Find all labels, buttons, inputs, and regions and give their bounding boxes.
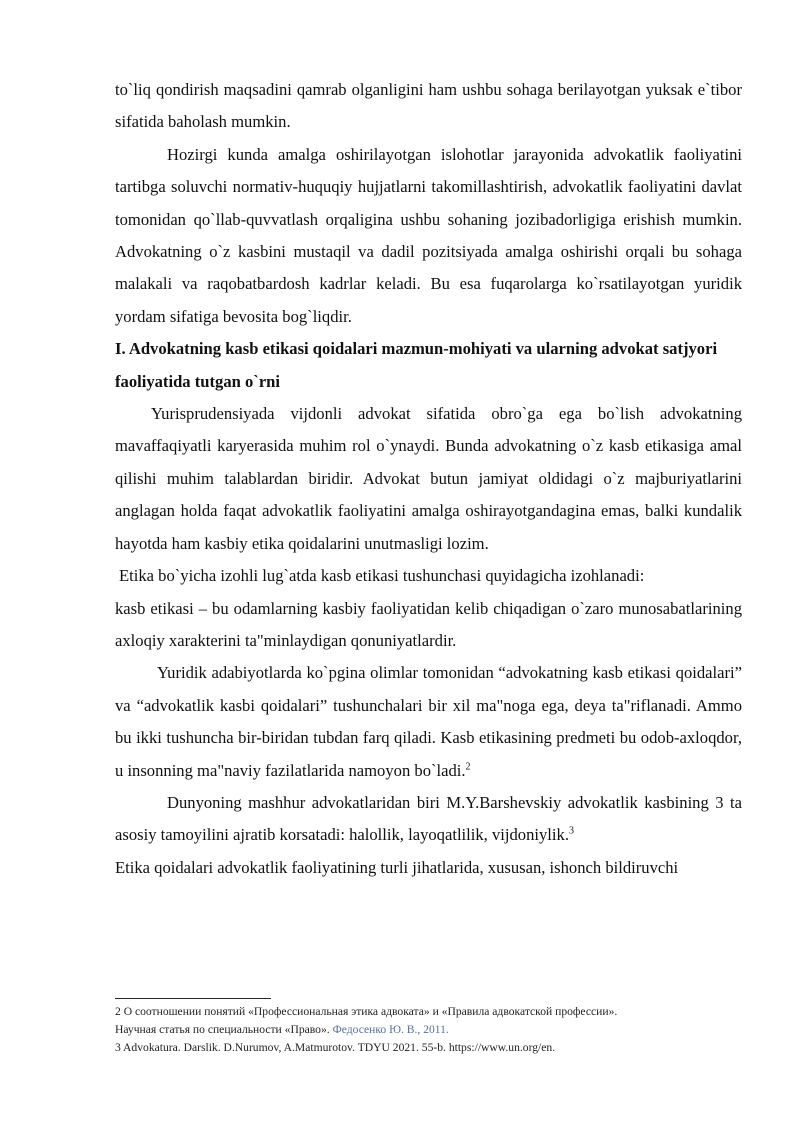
footnote-3: 3 Advokatura. Darslik. D.Nurumov, A.Matmurotov. TDYU 2021. 55-b. https://www.un.org/en. (115, 1041, 556, 1054)
paragraph-1: to`liq qondirish maqsadini qamrab olganligini ham ushbu sohaga berilayotgan yuksak e`tibor sifatida baholash mumkin. (115, 80, 742, 132)
paragraph-6-text: Yuridik adabiyotlarda ko`pgina olimlar tomonidan “advokatning kasb etikasi qoidalari” va “advokatlik kasbi qoidalari” tushunchalari bir xil ma"noga ega, deya ta"riflanadi. Ammo bu ikki tushuncha bir-biridan tubdan farq qiladi. Kasb etikasining predmeti bu odob-axloqdor, u insonning ma"naviy fazilatlarida namoyon bo`ladi. (115, 663, 742, 780)
paragraph-5: kasb etikasi – bu odamlarning kasbiy faoliyatidan kelib chiqadigan o`zaro munosabatlarining axloqiy xarakterini ta"minlaydigan qonuniyatlardir. (115, 598, 742, 650)
paragraph-7-text: Dunyoning mashhur advokatlaridan biri M.Y.Barshevskiy advokatlik kasbining 3 ta asosiy tamoyilini ajratib korsatadi: halollik, layoqatlilik, vijdoniylik. (115, 792, 742, 845)
footnotes (115, 1003, 755, 1057)
footnote-2-line-2 (115, 1021, 755, 1039)
footnote-ref-2[interactable]: 2 (465, 761, 471, 772)
paragraph-4: Etika bo`yicha izohli lug`atda kasb etikasi tushunchasi quyidagicha izohlanadi: (119, 566, 645, 586)
paragraph-8: Etika qoidalari advokatlik faoliyatining turli jihatlarida, xususan, ishonch bildiruvchi (115, 857, 679, 877)
footnote-2-source: Научная статья по специальности «Право». (115, 1023, 330, 1036)
paragraph-2: Hozirgi kunda amalga oshirilayotgan islohotlar jarayonida advokatlik faoliyatini tartibga soluvchi normativ-huquqiy hujjatlarni takomillashtirish, advokatlik faoliyatini davlat tomonidan qo`llab-quvvatlash orqaligina ushbu sohaning jozibadorligiga erishish mumkin. Advokatning o`z kasbini mustaqil va dadil pozitsiyada amalga oshirishi orqali bu sohaga malakali va raqobatbardosh kadrlar keladi. Bu esa fuqarolarga ko`rsatilayotgan yuridik yordam sifatiga bevosita bog`liqdir. (115, 144, 742, 326)
footnote-2-line-1: 2 О соотношении понятий «Профессиональная этика адвоката» и «Правила адвокатской профессии». (115, 1005, 618, 1018)
footnote-ref-3[interactable]: 3 (568, 825, 574, 837)
paragraph-3: Yurisprudensiyada vijdonli advokat sifatida obro`ga ega bo`lish advokatning mavaffaqiyatli karyerasida muhim rol o`ynaydi. Bunda advokatning o`z kasb etikasiga amal qilishi muhim talablardan biridir. Advokat butun jamiyat oldidagi o`z majburiyatlarini anglagan holda faqat advokatlik faoliyatini amalga oshirayotgandagina emas, balki kundalik hayotda ham kasbiy etika qoidalarini unutmasligi lozim. (115, 404, 742, 553)
footnote-2-author-link[interactable]: Федосенко Ю. В., 2011. (332, 1023, 449, 1036)
footnote-divider (115, 998, 271, 999)
paragraph-7 (115, 787, 742, 852)
document-body (115, 74, 742, 884)
section-heading: I. Advokatning kasb etikasi qoidalari mazmun-mohiyati va ularning advokat satjyori faoliyatida tutgan o`rni (115, 339, 718, 391)
paragraph-6 (115, 657, 742, 787)
